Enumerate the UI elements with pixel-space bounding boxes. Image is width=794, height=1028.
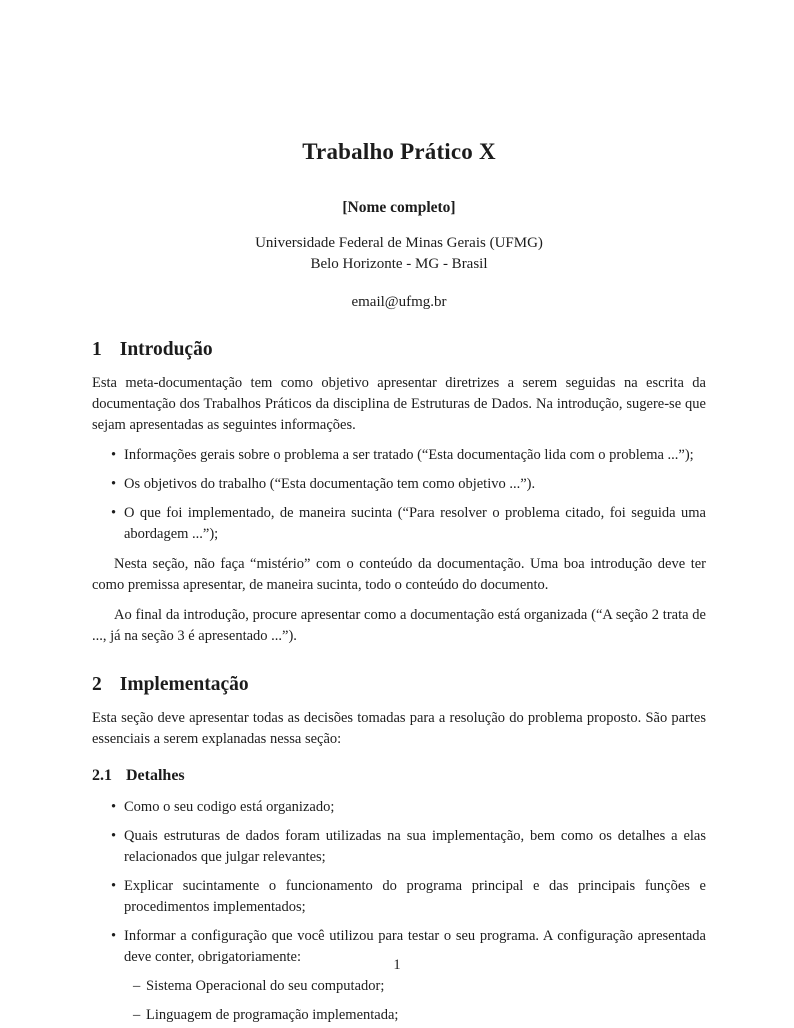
bullet-icon: • — [111, 928, 117, 944]
section-2-number: 2 — [92, 674, 102, 695]
sub-list-item-text: Sistema Operacional do seu computador; — [146, 978, 385, 994]
list-item — [92, 503, 706, 545]
list-item-text: Quais estruturas de dados foram utilizadas na sua implementação, bem como os detalhes a elas relacionados que julgar relevantes; — [124, 828, 706, 865]
intro-paragraph-2: Nesta seção, não faça “mistério” com o conteúdo da documentação. Uma boa introdução deve ter como premissa apresentar, de maneira sucinta, todo o conteúdo do documento. — [92, 556, 706, 593]
list-item-text: Os objetivos do trabalho (“Esta documentação tem como objetivo ...”). — [124, 476, 536, 492]
list-item — [92, 474, 706, 495]
affiliation-block — [92, 233, 706, 275]
affiliation-university: Universidade Federal de Minas Gerais (UFMG) — [255, 235, 543, 251]
bullet-icon: • — [111, 878, 117, 894]
dash-icon: – — [133, 978, 141, 994]
bullet-icon: • — [111, 505, 117, 521]
list-item-text: O que foi implementado, de maneira sucinta (“Para resolver o problema citado, foi seguida uma abordagem ...”); — [124, 505, 706, 542]
author-name: [Nome completo] — [342, 199, 456, 216]
intro-bullet-list — [92, 445, 706, 545]
sub-list-item-text: Linguagem de programação implementada; — [146, 1007, 399, 1023]
affiliation-location: Belo Horizonte - MG - Brasil — [310, 256, 488, 272]
section-2-heading — [92, 672, 706, 697]
sub-list-item — [124, 976, 706, 997]
page-footer — [0, 955, 794, 976]
intro-paragraph-1: Esta meta-documentação tem como objetivo apresentar diretrizes a serem seguidas na escrita da documentação dos Trabalhos Práticos da disciplina de Estruturas de Dados. Na introdução, sugere-se que sejam apresentadas as seguintes informações. — [92, 375, 706, 433]
list-item — [92, 926, 706, 1026]
section-1-number: 1 — [92, 339, 102, 360]
intro-paragraph-3: Ao final da introdução, procure apresentar como a documentação está organizada (“A seção 2 trata de ..., já na seção 3 é apresentado ...”). — [92, 607, 706, 644]
list-item-text: Informar a configuração que você utilizou para testar o seu programa. A configuração apresentada deve conter, obrigatoriamente: — [124, 928, 706, 965]
section-1-heading — [92, 337, 706, 362]
bullet-icon: • — [111, 799, 117, 815]
author-email: email@ufmg.br — [351, 294, 447, 310]
list-item — [92, 826, 706, 868]
list-item-text: Explicar sucintamente o funcionamento do programa principal e das principais funções e procedimentos implementados; — [124, 878, 706, 915]
subsection-2-1-heading — [92, 765, 706, 786]
subsection-2-1-title: Detalhes — [126, 767, 185, 784]
bullet-icon: • — [111, 828, 117, 844]
dash-icon: – — [133, 1007, 141, 1023]
subsection-2-1-number: 2.1 — [92, 767, 112, 784]
list-item — [92, 797, 706, 818]
sub-list-item — [124, 1005, 706, 1026]
list-item-text: Informações gerais sobre o problema a ser tratado (“Esta documentação lida com o problema ...”); — [124, 447, 694, 463]
list-item-text: Como o seu codigo está organizado; — [124, 799, 335, 815]
page-number: 1 — [393, 957, 401, 973]
implementacao-paragraph-1: Esta seção deve apresentar todas as decisões tomadas para a resolução do problema proposto. São partes essenciais a serem explanadas nessa seção: — [92, 710, 706, 747]
bullet-icon: • — [111, 447, 117, 463]
config-sub-list — [124, 976, 706, 1026]
document-header — [92, 0, 706, 312]
section-1-title: Introdução — [119, 339, 213, 360]
document-title: Trabalho Prático X — [302, 139, 496, 164]
list-item — [92, 445, 706, 466]
bullet-icon: • — [111, 476, 117, 492]
list-item — [92, 876, 706, 918]
section-2-title: Implementação — [119, 674, 249, 695]
detalhes-bullet-list — [92, 797, 706, 1026]
section-introducao — [92, 337, 706, 647]
